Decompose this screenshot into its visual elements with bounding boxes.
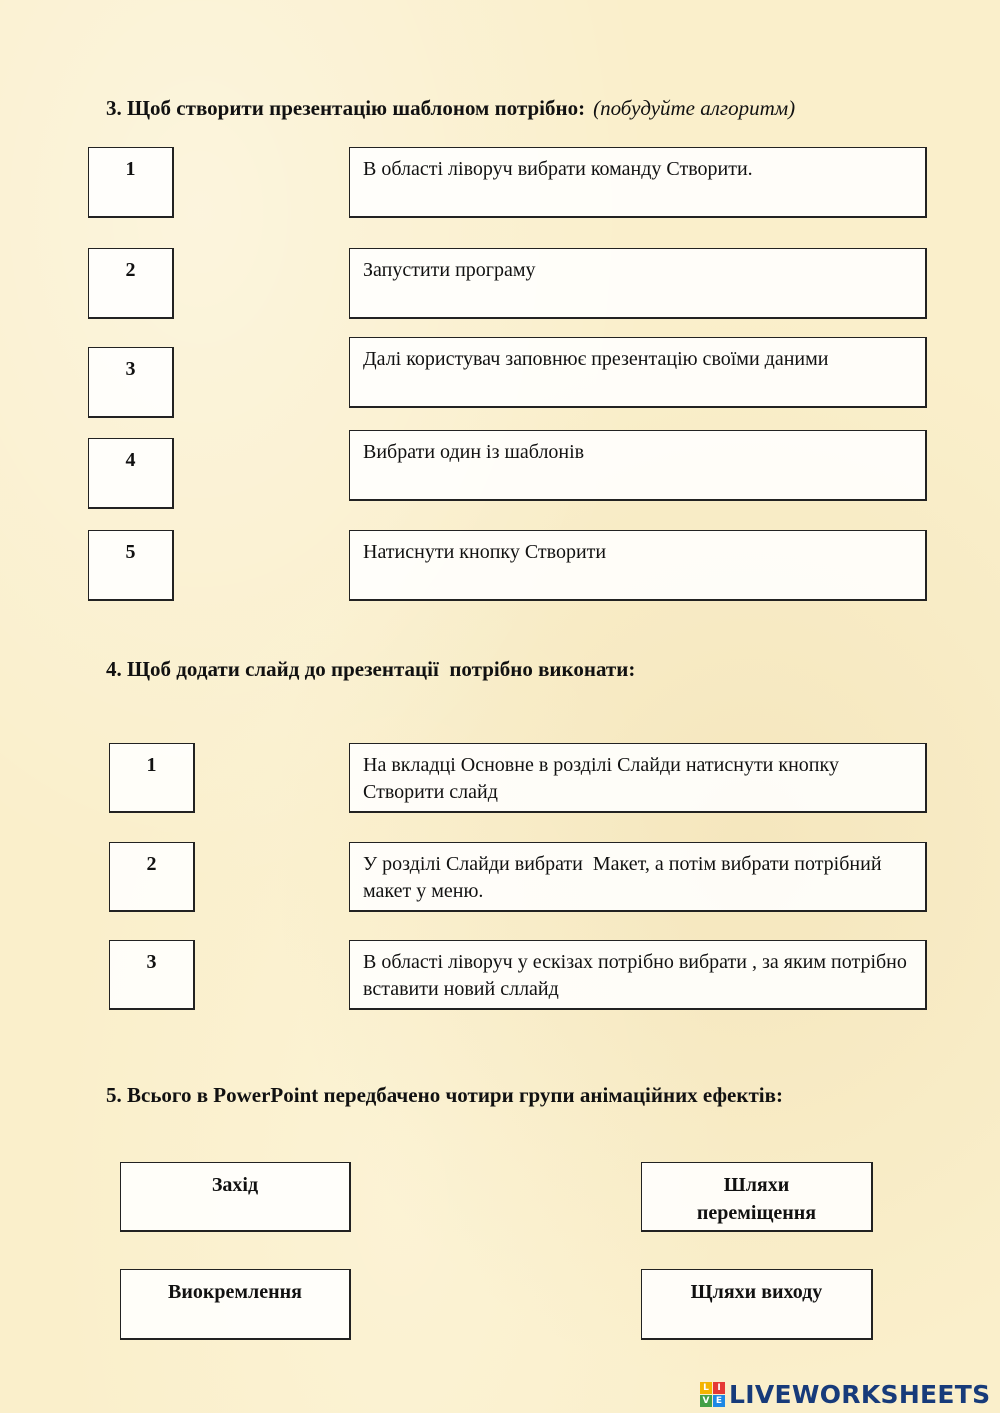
section3-heading-note: (побудуйте алгоритм) [593, 96, 796, 120]
section3-heading [106, 96, 795, 121]
animation-group-motion-paths[interactable]: Шляхи переміщення [641, 1162, 873, 1232]
section3-step-1: В області ліворуч вибрати команду Створити. [349, 147, 927, 218]
section3-number-slot-4[interactable]: 4 [88, 438, 174, 509]
section3-number-slot-5[interactable]: 5 [88, 530, 174, 601]
section3-number-slot-3[interactable]: 3 [88, 347, 174, 418]
section3-step-4: Вибрати один із шаблонів [349, 430, 927, 501]
section3-number-slot-1[interactable]: 1 [88, 147, 174, 218]
animation-group-exit[interactable]: Щляхи виходу [641, 1269, 873, 1340]
liveworksheets-logo-mark-icon [700, 1382, 725, 1407]
section4-step-3: В області ліворуч у ескізах потрібно вибрати , за яким потрібно вставити новий сллайд [349, 940, 927, 1010]
section3-step-3: Далі користувач заповнює презентацію своїми даними [349, 337, 927, 408]
section4-number-slot-3[interactable]: 3 [109, 940, 195, 1010]
logo-mark-tile: V [700, 1395, 712, 1407]
section3-step-5: Натиснути кнопку Створити [349, 530, 927, 601]
section4-number-slot-1[interactable]: 1 [109, 743, 195, 813]
section4-number-slot-2[interactable]: 2 [109, 842, 195, 912]
section4-heading: 4. Щоб додати слайд до презентації потрібно виконати: [106, 657, 636, 681]
logo-mark-tile: I [713, 1382, 725, 1394]
section5-heading: 5. Всього в PowerPoint передбачено чотири групи анімаційних ефектів: [106, 1083, 783, 1107]
animation-group-entrance[interactable]: Захід [120, 1162, 351, 1232]
logo-mark-tile: E [713, 1395, 725, 1407]
liveworksheets-logo [700, 1378, 990, 1410]
logo-mark-tile: L [700, 1382, 712, 1394]
section3-heading-text: 3. Щоб створити презентацію шаблоном потрібно: [106, 96, 586, 120]
section4-step-1: На вкладці Основне в розділі Слайди натиснути кнопку Створити слайд [349, 743, 927, 813]
section3-number-slot-2[interactable]: 2 [88, 248, 174, 319]
animation-group-emphasis[interactable]: Виокремлення [120, 1269, 351, 1340]
liveworksheets-logo-text: LIVEWORKSHEETS [729, 1379, 991, 1409]
section4-step-2: У розділі Слайди вибрати Макет, а потім вибрати потрібний макет у меню. [349, 842, 927, 912]
section3-step-2: Запустити програму [349, 248, 927, 319]
